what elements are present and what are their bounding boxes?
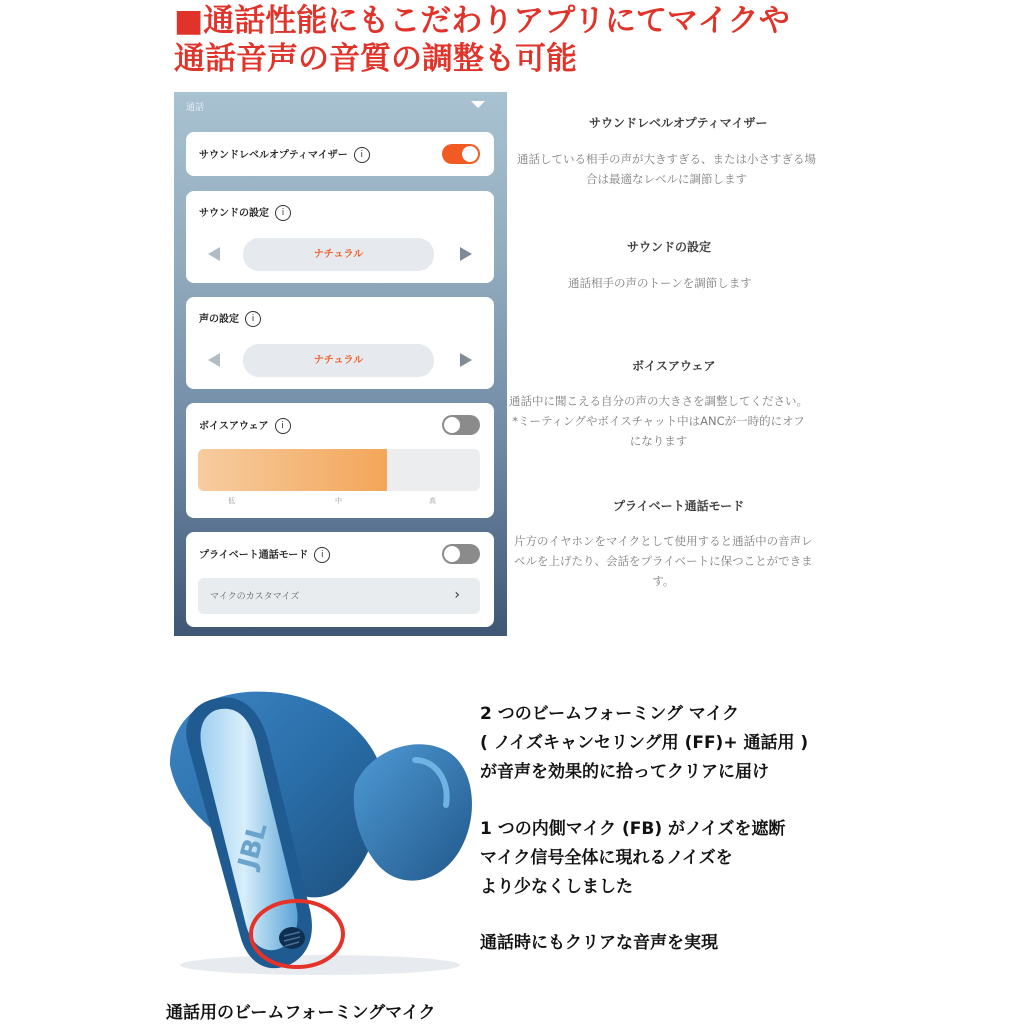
chevron-down-icon[interactable]	[471, 101, 485, 108]
headline-line-2: 通話音声の音質の調整も可能	[174, 41, 577, 77]
sound-level-card	[186, 132, 494, 176]
toggle-knob	[444, 417, 460, 433]
toggle-knob	[444, 546, 460, 562]
private-call-toggle[interactable]	[442, 544, 480, 564]
microphone-icon	[279, 927, 305, 949]
voice-aware-card	[186, 403, 494, 518]
ear-tip	[354, 744, 472, 880]
info-icon[interactable]: i	[314, 547, 330, 563]
slider-fill	[198, 449, 387, 491]
voice-aware-slider[interactable]	[198, 449, 480, 491]
feature-line-6: より少なくしました	[480, 877, 633, 897]
desc-private-call-text: 片方のイヤホンをマイクとして使用すると通話中の音声レ ベルを上げたり、会話をプライベートに保つことができま す。	[514, 534, 813, 588]
mic-customize-row[interactable]	[198, 578, 480, 614]
feature-line-7: 通話時にもクリアな音声を実現	[480, 933, 718, 953]
section-title: 通話	[186, 103, 205, 113]
desc-voice-aware-title: ボイスアウェア	[632, 359, 716, 373]
desc-sound-level-title: サウンドレベルオプティマイザー	[589, 116, 768, 130]
sound-setting-value[interactable]: ナチュラル	[243, 238, 434, 271]
sound-setting-card	[186, 191, 494, 283]
sound-level-label: サウンドレベルオプティマイザー i	[199, 146, 370, 163]
slider-tick-high: 高	[429, 497, 436, 505]
voice-setting-value[interactable]: ナチュラル	[243, 344, 434, 377]
mic-customize-label: マイクのカスタマイズ	[210, 592, 300, 602]
previous-arrow-icon[interactable]	[208, 247, 220, 261]
info-icon[interactable]: i	[275, 418, 291, 434]
caption: 通話用のビームフォーミングマイク	[166, 1003, 436, 1023]
voice-setting-card	[186, 297, 494, 389]
feature-line-3: が音声を効果的に拾ってクリアに届け	[480, 762, 769, 782]
desc-sound-setting-text: 通話相手の声のトーンを調節します	[568, 276, 752, 290]
jbl-logo: JBL	[232, 819, 274, 872]
desc-private-call-title: プライベート通話モード	[613, 499, 745, 513]
earbud-image	[150, 680, 480, 980]
desc-sound-level-text: 通話している相手の声が大きすぎる、または小さすぎる場 合は最適なレベルに調節します	[517, 152, 816, 186]
slider-tick-mid: 中	[335, 497, 342, 505]
voice-setting-label: 声の設定 i	[199, 310, 261, 327]
feature-line-4: 1 つの内側マイク (FB) がノイズを遮断	[480, 819, 786, 839]
voice-aware-label: ボイスアウェア i	[199, 417, 291, 434]
slider-tick-low: 低	[228, 497, 235, 505]
next-arrow-icon[interactable]	[460, 353, 472, 367]
toggle-knob	[462, 146, 478, 162]
info-icon[interactable]: i	[275, 205, 291, 221]
feature-line-1: 2 つのビームフォーミング マイク	[480, 704, 740, 724]
info-icon[interactable]: i	[245, 311, 261, 327]
app-screenshot	[174, 92, 507, 636]
desc-sound-setting-title: サウンドの設定	[627, 240, 712, 254]
headline	[174, 2, 934, 78]
voice-aware-toggle[interactable]	[442, 415, 480, 435]
sound-setting-label: サウンドの設定 i	[199, 204, 291, 221]
feature-line-5: マイク信号全体に現れるノイズを	[480, 848, 733, 868]
desc-voice-aware-text: 通話中に聞こえる自分の声の大きさを調整してください。 *ミーティングやボイスチャット中はANCが一時的にオフ になります	[509, 394, 808, 448]
sound-level-toggle[interactable]	[442, 144, 480, 164]
shadow	[180, 955, 460, 975]
previous-arrow-icon[interactable]	[208, 353, 220, 367]
chevron-right-icon: ›	[454, 587, 460, 603]
info-icon[interactable]: i	[354, 147, 370, 163]
feature-line-2: ( ノイズキャンセリング用 (FF)+ 通話用 )	[480, 733, 809, 753]
private-call-label: プライベート通話モード i	[199, 546, 330, 563]
private-call-card	[186, 532, 494, 627]
headline-line-1: ■通話性能にもこだわりアプリにてマイクや	[174, 3, 790, 39]
next-arrow-icon[interactable]	[460, 247, 472, 261]
